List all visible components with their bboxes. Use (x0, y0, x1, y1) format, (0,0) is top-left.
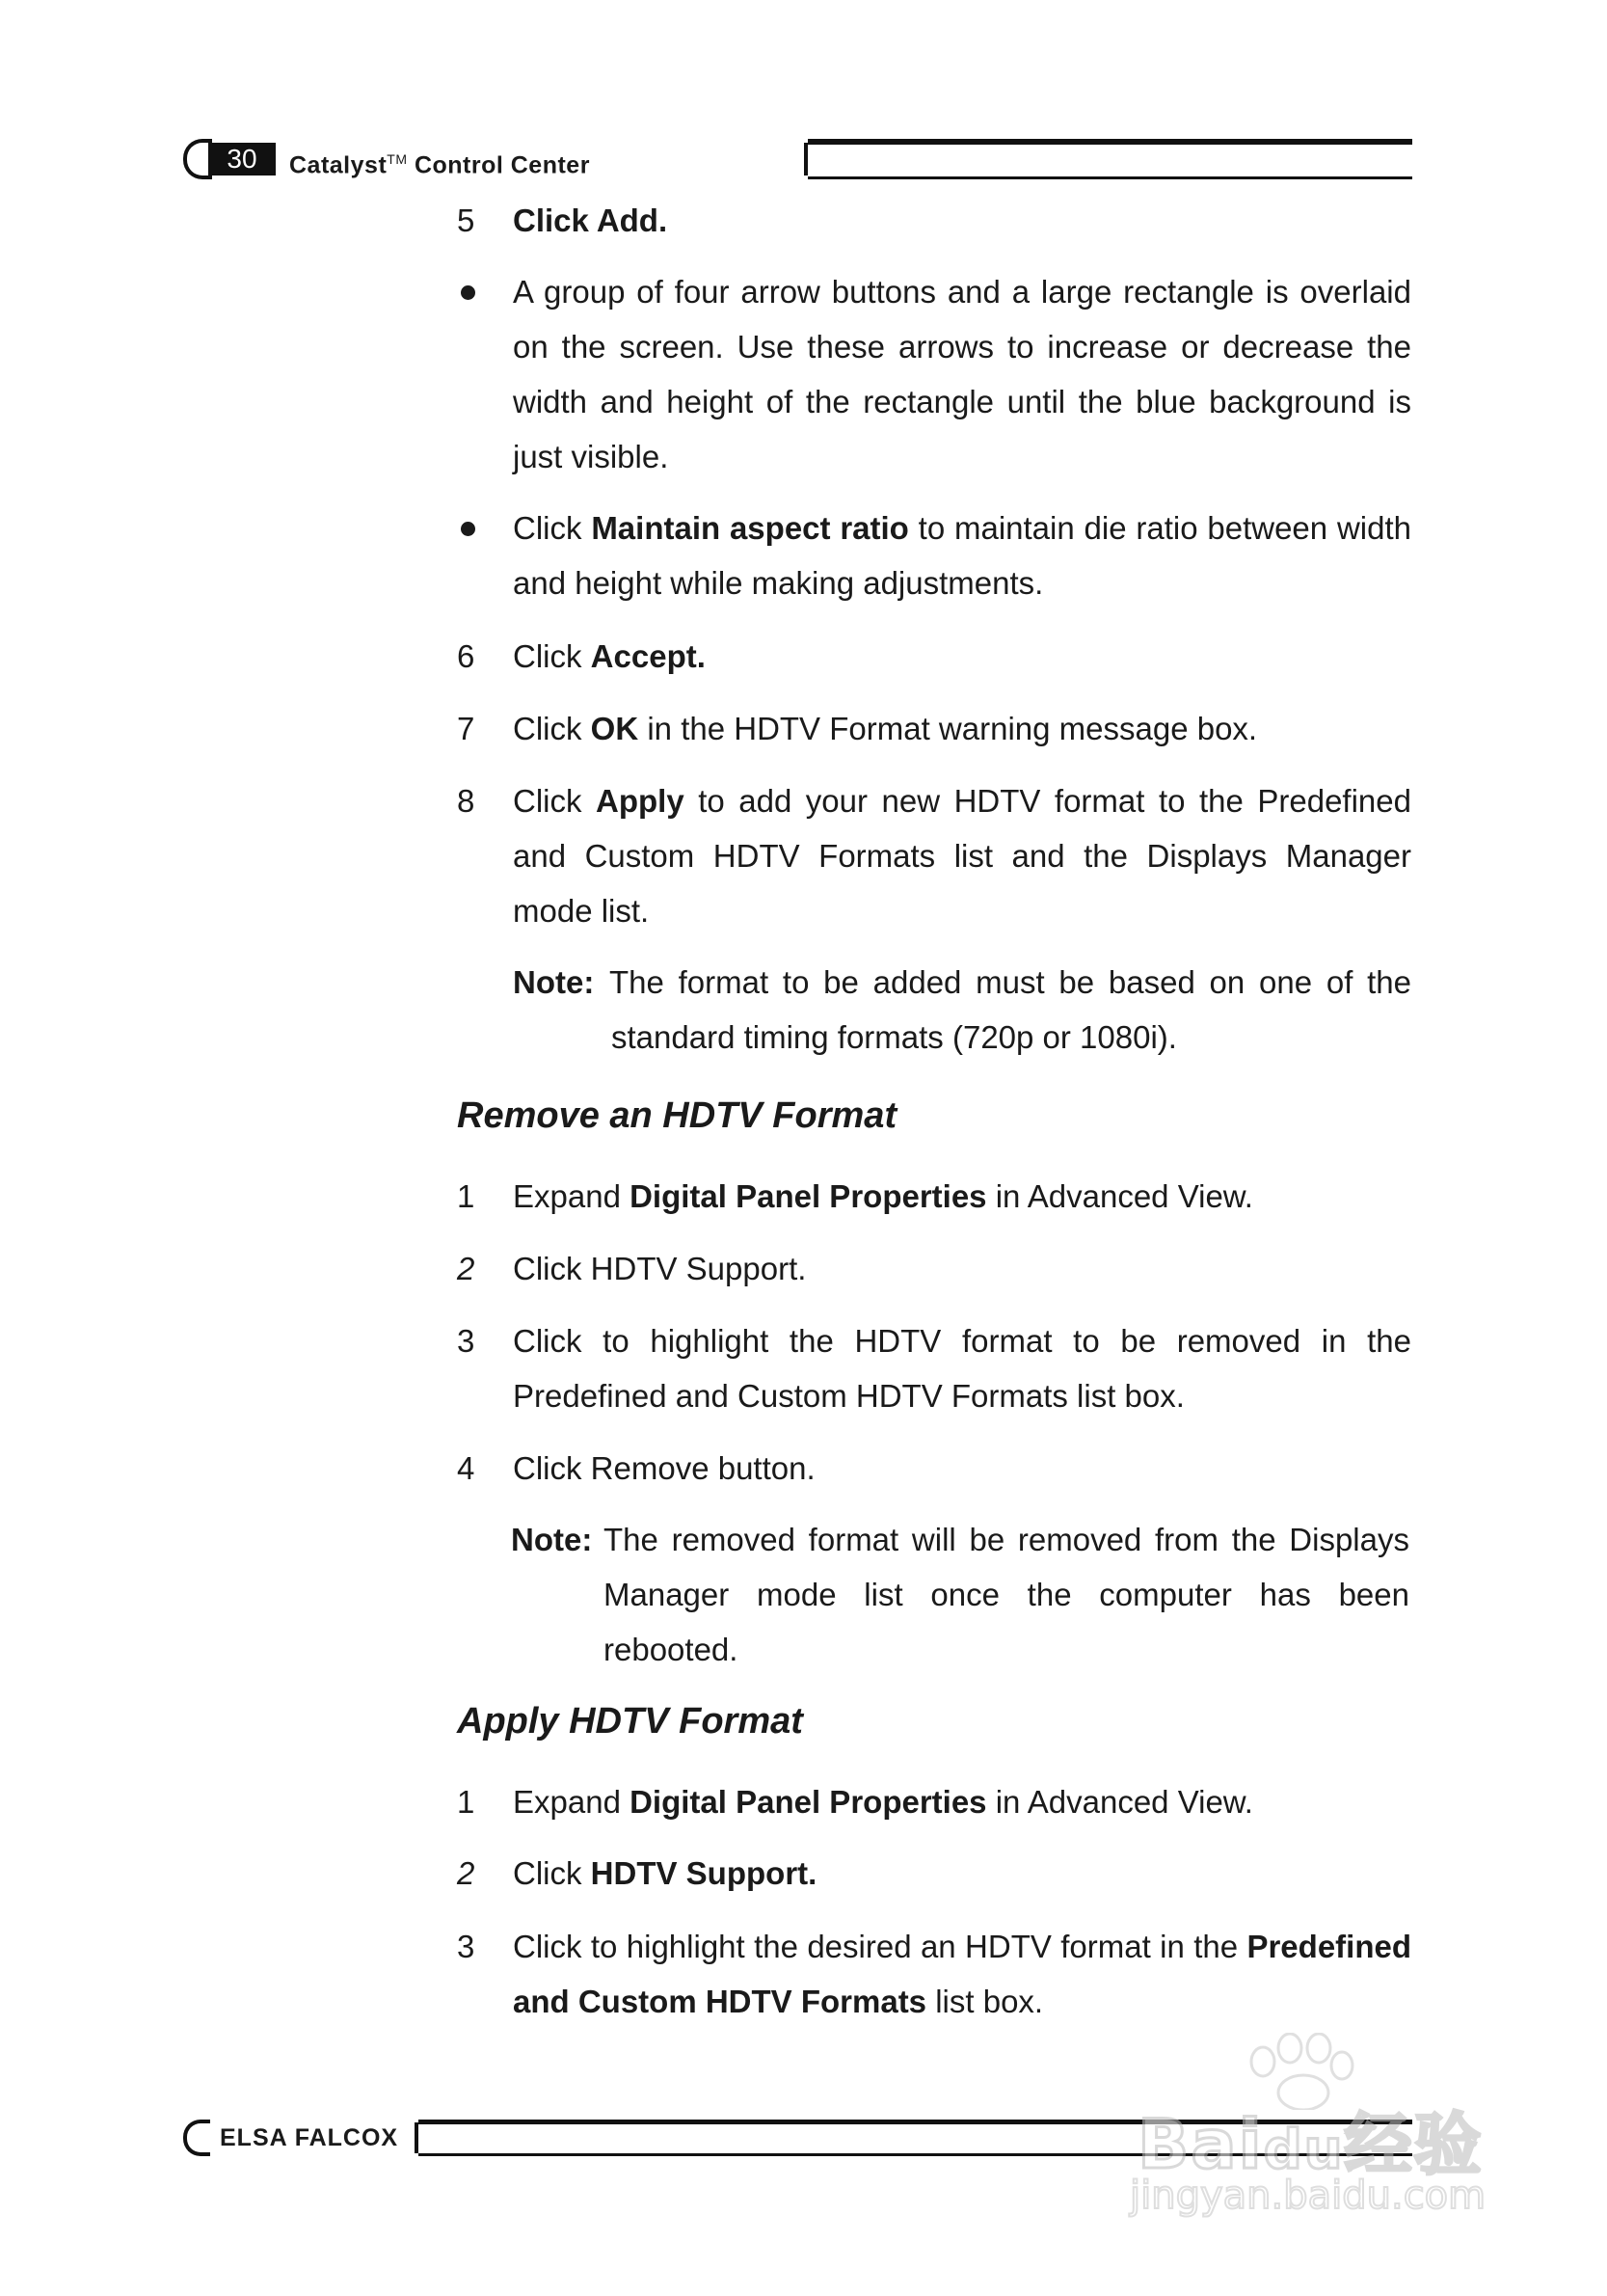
apply-step-1 (457, 1774, 1411, 1829)
bold-text: OK (590, 711, 639, 746)
step-text: Click to highlight the HDTV format to be removed in the Predefined and Custom HDTV Formats list box. (513, 1323, 1411, 1414)
step-number: 7 (457, 711, 475, 746)
text-run: Expand (513, 1178, 630, 1214)
header-title-rest: Control Center (414, 151, 590, 179)
bold-text: Accept. (590, 638, 706, 674)
bold-text: Digital Panel Properties (629, 1178, 987, 1214)
remove-step-4 (457, 1441, 1411, 1496)
watermark-brand-latin: Bai (1138, 2105, 1264, 2184)
step-number: 2 (457, 1251, 475, 1286)
step-8 (457, 773, 1411, 938)
text-run: Click to highlight the desired an HDTV format in the (513, 1929, 1247, 1964)
baidu-watermark (1118, 2033, 1504, 2218)
section-heading-remove: Remove an HDTV Format (457, 1095, 897, 1136)
text-run: Expand (513, 1784, 630, 1820)
bullet-icon (461, 285, 475, 300)
bold-text: Maintain aspect ratio (591, 510, 909, 546)
bold-text: HDTV Support. (590, 1855, 817, 1891)
apply-step-2 (457, 1846, 1411, 1901)
watermark-brand-du: du (1263, 2119, 1345, 2181)
watermark-brand-cn: 经验 (1344, 2105, 1484, 2184)
watermark-url: jingyan.baidu.com (1130, 2174, 1486, 2218)
apply-step-3 (457, 1919, 1411, 2029)
header-rule (808, 139, 1412, 145)
text-run: Click (513, 711, 591, 746)
section-heading-apply: Apply HDTV Format (457, 1701, 803, 1742)
step-number: 1 (457, 1784, 475, 1820)
step-text (513, 773, 1411, 938)
step-number: 4 (457, 1450, 475, 1486)
page-number: 30 (208, 143, 276, 176)
step-number: 3 (457, 1929, 475, 1964)
step-text (513, 629, 1411, 684)
trademark: TM (387, 151, 408, 167)
bold-text: Predefined and Custom HDTV Formats (513, 1929, 1411, 2019)
step-7 (457, 701, 1411, 756)
remove-step-1 (457, 1169, 1411, 1224)
step-6 (457, 629, 1411, 684)
step-text (513, 1919, 1411, 2029)
note-body: The format to be added must be based on one of the standard timing formats (720p or 1080i). (609, 964, 1411, 1055)
bold-text: Digital Panel Properties (629, 1784, 987, 1820)
header-title-main: Catalyst (289, 151, 388, 179)
bullet-item-aspect (457, 500, 1411, 610)
footer-label: ELSA FALCOX (204, 2122, 418, 2153)
step-number: 5 (457, 203, 475, 238)
remove-step-3 (457, 1313, 1411, 1423)
note-text (513, 955, 1411, 1065)
step-number: 6 (457, 638, 475, 674)
text-run: Click (513, 638, 591, 674)
header-rule-bottom (808, 176, 1412, 179)
text-run: to add your new HDTV format to the Predefined and Custom HDTV Formats list and the Displays Manager mode list. (513, 783, 1411, 929)
step-number: 2 (457, 1855, 475, 1891)
note-remove-format (511, 1512, 1409, 1677)
step-number: 8 (457, 783, 475, 819)
note-text (511, 1512, 1409, 1677)
text-run: Click (513, 783, 597, 819)
step-text (513, 1846, 1411, 1901)
note-label: Note: (511, 1522, 593, 1557)
text-run: Click (513, 510, 592, 546)
step-number: 1 (457, 1178, 475, 1214)
text-run: in the HDTV Format warning message box. (638, 711, 1258, 746)
bold-text: Apply (596, 783, 684, 819)
note-body: The removed format will be removed from the Displays Manager mode list once the computer has been rebooted. (603, 1522, 1409, 1667)
remove-step-2 (457, 1241, 1411, 1296)
note-add-format (513, 955, 1411, 1065)
page-header (183, 139, 1412, 179)
step-text (513, 193, 1411, 248)
text-run: in Advanced View. (986, 1784, 1253, 1820)
bullet-icon (461, 522, 475, 536)
step-5 (457, 193, 1411, 248)
step-text: Click Remove button. (513, 1450, 816, 1486)
text-run: Click (513, 1855, 591, 1891)
step-text (513, 1774, 1411, 1829)
text-run: to maintain die ratio between width and height while making adjustments. (513, 510, 1411, 601)
bold-text: Click Add. (513, 203, 668, 238)
step-number: 3 (457, 1323, 475, 1359)
note-label: Note: (513, 964, 595, 1000)
bullet-item-overlay (457, 264, 1411, 484)
bullet-text: A group of four arrow buttons and a large rectangle is overlaid on the screen. Use these arrows to increase or decrease the width and height of the rectangle until the blue background is just visible. (513, 274, 1411, 474)
text-run: in Advanced View. (986, 1178, 1253, 1214)
step-text (513, 1169, 1411, 1224)
text-run: list box. (926, 1984, 1044, 2019)
step-text (513, 701, 1411, 756)
step-text: Click HDTV Support. (513, 1251, 807, 1286)
header-title (278, 143, 808, 179)
bullet-text (513, 500, 1411, 610)
